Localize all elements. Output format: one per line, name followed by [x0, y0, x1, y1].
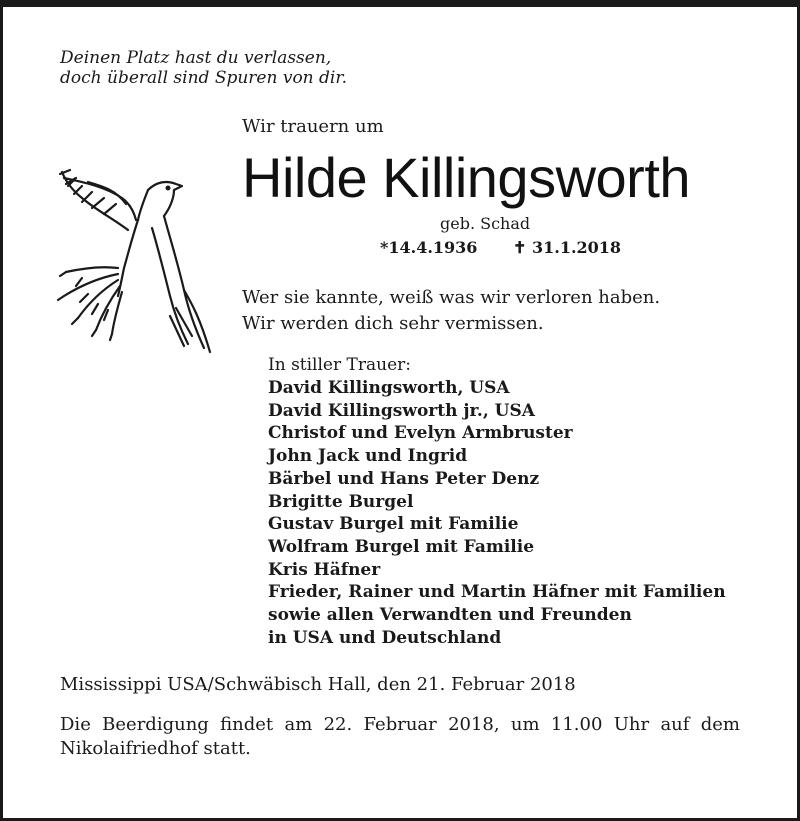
motto-line-2: doch überall sind Spuren von dir.	[60, 68, 348, 88]
list-item: sowie allen Verwandten und Freunden	[268, 605, 632, 626]
intro-text: Wir trauern um	[242, 116, 384, 137]
life-dates	[380, 238, 621, 257]
list-item: David Killingsworth, USA	[268, 378, 510, 398]
funeral-line-2: Nikolaifriedhof statt.	[60, 738, 251, 759]
quote	[242, 285, 660, 337]
funeral-info	[60, 713, 740, 761]
list-item: Kris Häfner	[268, 559, 381, 580]
list-item: Bärbel und Hans Peter Denz	[268, 468, 540, 489]
list-item: Gustav Burgel mit Familie	[268, 514, 519, 535]
mourners-label: In stiller Trauer:	[268, 355, 411, 375]
motto-line-1: Deinen Platz hast du verlassen,	[60, 48, 332, 68]
birth-date: *14.4.1936	[380, 238, 478, 257]
list-item: in USA und Deutschland	[268, 627, 502, 648]
list-item: David Killingsworth jr., USA	[268, 400, 535, 421]
deceased-name: Hilde Killingsworth	[242, 146, 691, 209]
list-item: Brigitte Burgel	[268, 491, 414, 512]
quote-line-2: Wir werden dich sehr vermissen.	[242, 313, 544, 334]
dove-icon	[52, 168, 216, 358]
mourners-list	[268, 377, 726, 649]
place-date: Mississippi USA/Schwäbisch Hall, den 21. Februar 2018	[60, 674, 576, 695]
list-item: Christof und Evelyn Armbruster	[268, 423, 573, 444]
list-item: Frieder, Rainer und Martin Häfner mit Familien	[268, 582, 726, 603]
list-item: John Jack und Ingrid	[268, 446, 468, 467]
birth-name: geb. Schad	[440, 214, 531, 233]
death-date: ✝ 31.1.2018	[513, 238, 622, 257]
motto	[60, 48, 347, 88]
quote-line-1: Wer sie kannte, weiß was wir verloren haben.	[242, 287, 661, 308]
funeral-line-1: Die Beerdigung findet am 22. Februar 2018, um 11.00 Uhr auf dem	[60, 714, 740, 735]
list-item: Wolfram Burgel mit Familie	[268, 536, 535, 557]
